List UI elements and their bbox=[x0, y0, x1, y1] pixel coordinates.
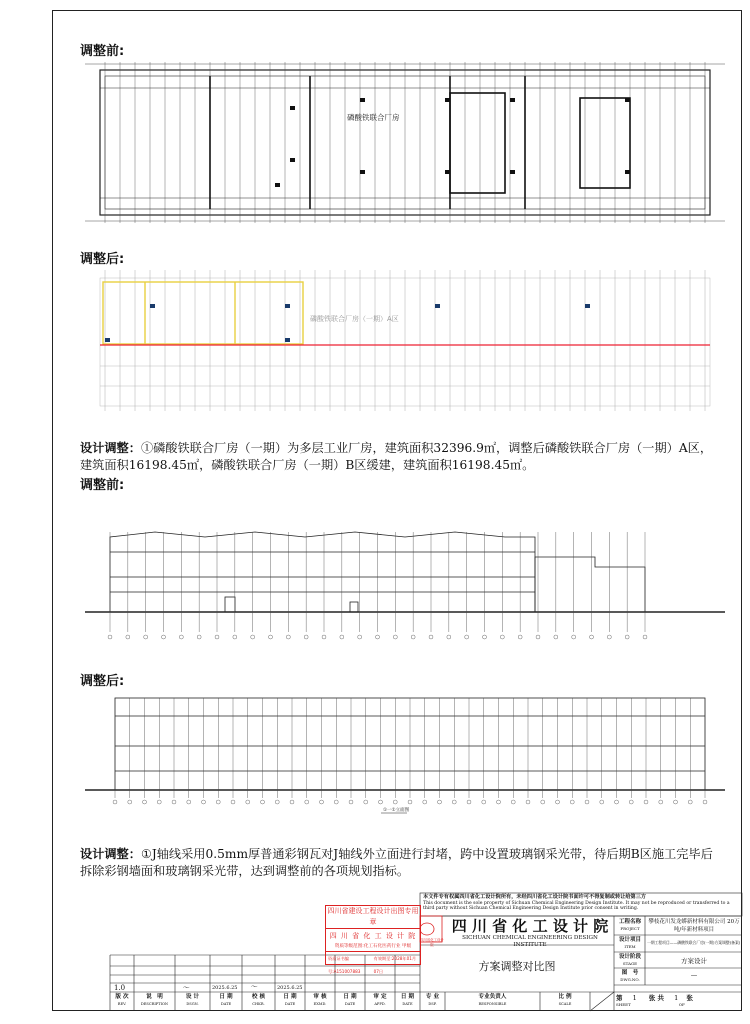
designer-signature: 〜 bbox=[182, 984, 189, 992]
drawing-title: 方案调整对比图 bbox=[478, 960, 556, 973]
design-date: 2025.6.25 bbox=[212, 985, 238, 991]
seal-title: 四川省建设工程设计出图专用章 bbox=[326, 906, 420, 929]
stage-value: 方案设计 bbox=[681, 957, 707, 965]
plan-after-label: 磷酸铁联合厂房（一期）A区 bbox=[310, 315, 399, 323]
institute-en: SICHUAN CHEMICAL ENGINEERING DESIGN INSTITUTE bbox=[462, 935, 598, 948]
copyright-en: This document is the sole property of Sichuan Chemical Engineering Design Institute. It may not be reproduced or transferred to a third party without Sichuan Chemical Engineering Design Institute prior consent in writing. bbox=[423, 900, 730, 912]
header-cell: 版 次 REV. bbox=[115, 994, 129, 1006]
adjust-1-lead: 设计调整： bbox=[80, 441, 141, 455]
header-cell: 审 核 EXMD. bbox=[313, 994, 327, 1006]
header-cell: 日 期 DATE bbox=[400, 994, 415, 1006]
header-cell: 专 业 DSP. bbox=[425, 994, 440, 1006]
dwgno-label: 图 号 DWG.NO. bbox=[620, 970, 640, 982]
sheet-counter: 第 1 张 共 1 张 SHEET OF bbox=[616, 994, 693, 1007]
item-label: 设计项目 ITEM bbox=[618, 937, 641, 949]
header-cell: 审 定 APPD. bbox=[373, 994, 387, 1006]
copyright-cn: 本文件专有权属四川省化工设计院所有，未经四川省化工设计院书面许可不得复制或转让给第三方 bbox=[423, 894, 647, 900]
header-cell: 校 核 CHKR. bbox=[251, 994, 266, 1006]
adjust-1-text: ①磷酸铁联合厂房（一期）为多层工业厂房，建筑面积32396.9㎡，调整后磷酸铁联合厂房（一期）A区，建筑面积16198.45㎡，磷酸铁联合厂房（一期）B区缓建，建筑面积16198.45㎡。 bbox=[80, 441, 713, 472]
seal-scope: 资质等级范围:化工石化医药行业 甲级 bbox=[326, 943, 420, 952]
seal-institute: 四 川 省 化 工 设 计 院 bbox=[329, 932, 417, 940]
project-value: 攀枝花川发龙蟒新材料有限公司 20万吨/年新材料项目 bbox=[648, 919, 740, 933]
stage-label: 设计阶段 STAGE bbox=[618, 954, 641, 966]
revision-value: 1.0 bbox=[114, 984, 126, 992]
header-cell: 日 期 DATE bbox=[219, 994, 233, 1006]
plan-before-label: 磷酸铁联合厂房 bbox=[347, 113, 400, 122]
seal-valid: 有效期至:2028年01月07日 bbox=[373, 956, 417, 974]
header-cell: 设 计 DSGN. bbox=[185, 994, 200, 1006]
elev-after-heading: 调整后: bbox=[80, 674, 125, 689]
adjust-2-lead: 设计调整： bbox=[80, 847, 141, 861]
elev-before-heading: 调整前: bbox=[80, 478, 125, 493]
plan-after-heading: 调整后: bbox=[80, 252, 125, 267]
elevation-scale-label: ①一①立面图 bbox=[383, 808, 410, 813]
copyright-notice bbox=[423, 895, 740, 912]
checker-signature: 〜 bbox=[250, 983, 257, 991]
adjust-2-text: ①J轴线采用0.5mm厚普通彩钢瓦对J轴线外立面进行封堵，跨中设置玻璃钢采光带，待后期B区施工完毕后拆除彩钢墙面和玻璃钢采光带，达到调整前的各项规划指标。 bbox=[80, 847, 713, 878]
header-cell: 专业负责人 RESPONSIBLE bbox=[478, 994, 507, 1006]
seal-cert: 资质证书编号:A151007883 bbox=[328, 956, 361, 974]
check-date: 2025.6.25 bbox=[277, 985, 303, 991]
institute-cn: 四 川 省 化 工 设 计 院 bbox=[451, 917, 609, 935]
institute-name bbox=[447, 917, 613, 949]
header-cell: 说 明 DESCRIPTION bbox=[140, 994, 169, 1006]
dwgno-value: — bbox=[690, 971, 698, 979]
plan-before-heading: 调整前: bbox=[80, 44, 125, 59]
header-cell: 日 期 DATE bbox=[343, 994, 357, 1006]
round-seal-text: 四川省化工设计院 bbox=[420, 938, 444, 947]
design-seal bbox=[325, 905, 421, 974]
header-cell: 日 期 DATE bbox=[283, 994, 297, 1006]
item-value: 一期工程项目——磷酸铁联合厂房(一期)方案调整(备案) bbox=[647, 940, 741, 945]
header-cell: 比 例 SCALE bbox=[558, 994, 572, 1006]
project-label: 工程名称 PROJECT bbox=[618, 919, 641, 931]
